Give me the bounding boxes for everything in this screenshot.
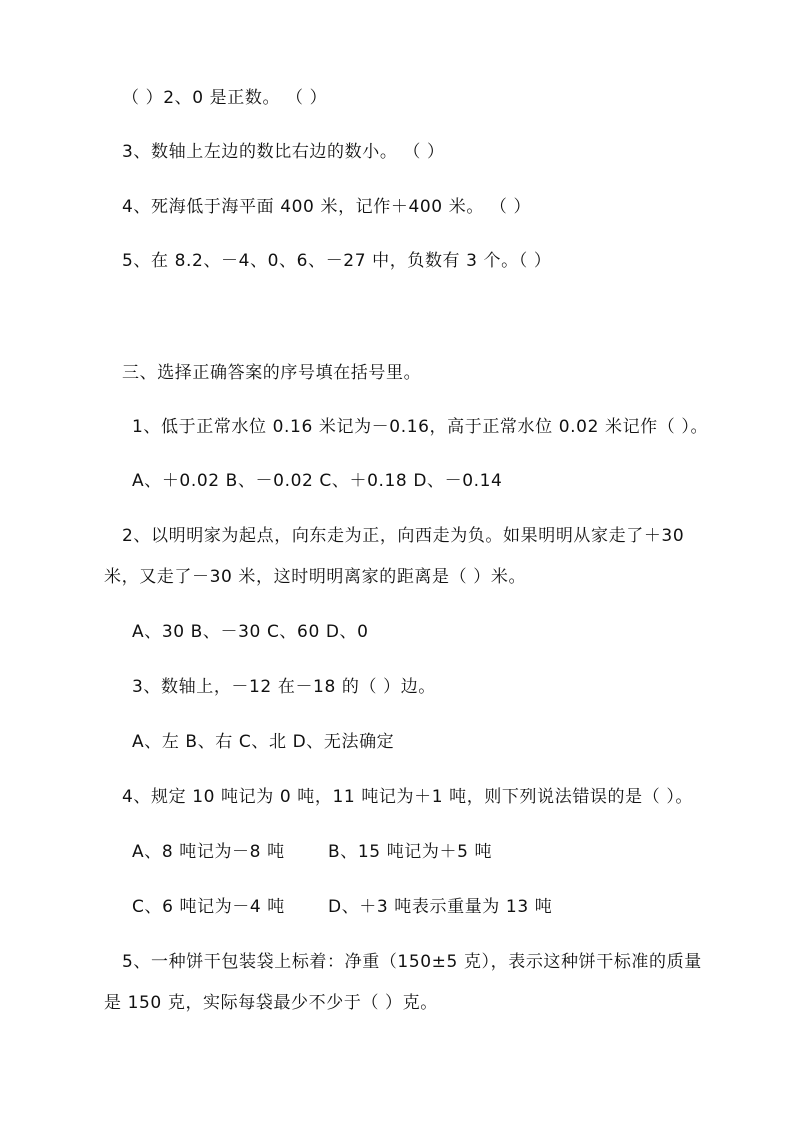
choice-question-2-line-1: 2、以明明家为起点，向东走为正，向西走为负。如果明明从家走了＋30 <box>122 526 685 546</box>
choice-question-5-line-2: 是 150 克，实际每袋最少不少于（ ）克。 <box>104 993 438 1013</box>
choice-question-1-options: A、＋0.02 B、－0.02 C、＋0.18 D、－0.14 <box>132 471 503 491</box>
choice-question-4-option-b: B、15 吨记为＋5 吨 <box>328 842 493 862</box>
judgment-question-3: 3、数轴上左边的数比右边的数小。 （ ） <box>122 142 445 162</box>
judgment-question-2: （ ）2、0 是正数。 （ ） <box>122 88 328 108</box>
choice-question-5-line-1: 5、一种饼干包装袋上标着：净重（150±5 克），表示这种饼干标准的质量 <box>122 952 702 972</box>
choice-question-3-options: A、左 B、右 C、北 D、无法确定 <box>132 732 395 752</box>
section-heading: 三、选择正确答案的序号填在括号里。 <box>122 363 422 383</box>
judgment-question-4: 4、死海低于海平面 400 米，记作＋400 米。 （ ） <box>122 197 532 217</box>
judgment-question-5: 5、在 8.2、－4、0、6、－27 中，负数有 3 个。（ ） <box>122 251 552 271</box>
choice-question-4-option-c: C、6 吨记为－4 吨 <box>132 897 285 917</box>
choice-question-2-line-2: 米，又走了－30 米，这时明明离家的距离是（ ）米。 <box>104 567 527 587</box>
choice-question-1: 1、低于正常水位 0.16 米记为－0.16，高于正常水位 0.02 米记作（ ）。 <box>132 417 709 437</box>
choice-question-4-option-a: A、8 吨记为－8 吨 <box>132 842 285 862</box>
choice-question-3: 3、数轴上，－12 在－18 的（ ）边。 <box>132 677 436 697</box>
choice-question-4-option-d: D、＋3 吨表示重量为 13 吨 <box>328 897 553 917</box>
choice-question-4: 4、规定 10 吨记为 0 吨，11 吨记为＋1 吨，则下列说法错误的是（ ）。 <box>122 787 694 807</box>
choice-question-2-options: A、30 B、－30 C、60 D、0 <box>132 622 369 642</box>
